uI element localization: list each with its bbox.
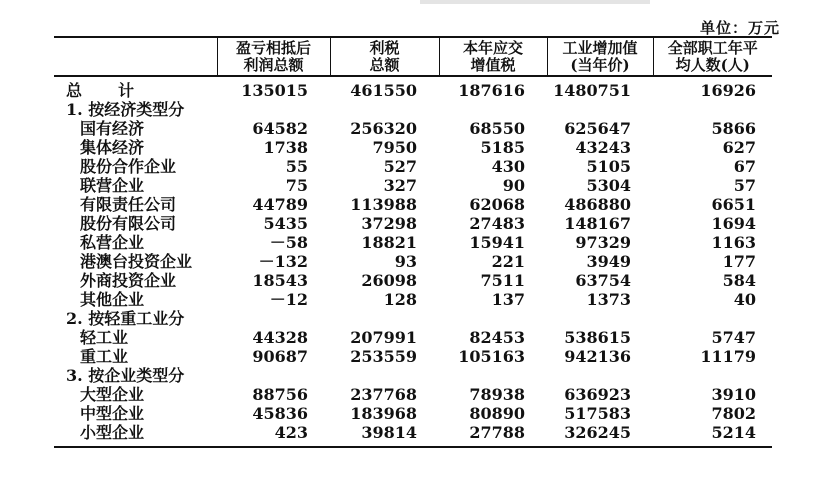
row-label: 轻工业 — [80, 328, 129, 347]
cell-value: 80890 — [469, 404, 525, 423]
statistics-table — [54, 36, 772, 442]
table-row — [54, 176, 772, 195]
cell-value: 40 — [733, 290, 756, 309]
table-row — [54, 404, 772, 423]
cell-value: 18543 — [252, 271, 308, 290]
cell-value: －12 — [269, 290, 308, 309]
header-profit-tax-total: 利税 总额 — [330, 37, 439, 76]
cell-value: 63754 — [575, 271, 631, 290]
statistics-table-sheet — [54, 36, 772, 448]
cell-value: 221 — [491, 252, 525, 271]
cell-value: 67 — [733, 157, 756, 176]
table-row — [54, 271, 772, 290]
cell-value: 430 — [491, 157, 525, 176]
table-row — [54, 214, 772, 233]
row-label: 总 计 — [66, 81, 145, 100]
cell-value: 26098 — [361, 271, 417, 290]
table-row — [54, 290, 772, 309]
row-label: 私营企业 — [80, 233, 145, 252]
row-label: 国有经济 — [80, 119, 145, 138]
table-row — [54, 233, 772, 252]
cell-value: 105163 — [458, 347, 525, 366]
table-row — [54, 328, 772, 347]
row-label: 外商投资企业 — [80, 271, 177, 290]
cell-value: 1694 — [711, 214, 756, 233]
cell-value: 113988 — [350, 195, 417, 214]
cell-value: 5866 — [711, 119, 756, 138]
row-label: 港澳台投资企业 — [80, 252, 193, 271]
cell-value: 207991 — [350, 328, 417, 347]
cell-value: 39814 — [361, 423, 417, 442]
cell-value: 625647 — [564, 119, 631, 138]
cell-value: 93 — [394, 252, 417, 271]
cell-value: 256320 — [350, 119, 417, 138]
cell-value: 64582 — [252, 119, 308, 138]
table-row-section — [54, 309, 772, 328]
cell-value: 1163 — [711, 233, 756, 252]
cell-value: 177 — [722, 252, 756, 271]
row-label: 中型企业 — [80, 404, 145, 423]
cell-value: 90 — [502, 176, 525, 195]
section-label: 2. 按轻重工业分 — [66, 309, 185, 328]
unit-label: 单位：万元 — [700, 19, 781, 37]
table-row-total — [54, 76, 772, 100]
cell-value: 82453 — [469, 328, 525, 347]
cell-value: 461550 — [350, 81, 417, 100]
cell-value: 43243 — [575, 138, 631, 157]
cell-value: 5185 — [480, 138, 525, 157]
cell-value: 5747 — [711, 328, 756, 347]
cell-value: 148167 — [564, 214, 631, 233]
cell-value: 1738 — [263, 138, 308, 157]
cell-value: 78938 — [469, 385, 525, 404]
cell-value: 326245 — [564, 423, 631, 442]
cell-value: 75 — [285, 176, 308, 195]
cell-value: 7511 — [480, 271, 525, 290]
cell-value: 5105 — [586, 157, 631, 176]
cell-value: 584 — [722, 271, 756, 290]
cell-value: 62068 — [469, 195, 525, 214]
cell-value: 3949 — [586, 252, 631, 271]
cell-value: 5435 — [263, 214, 308, 233]
cell-value: 37298 — [361, 214, 417, 233]
cell-value: 423 — [274, 423, 308, 442]
row-label: 股份有限公司 — [80, 214, 177, 233]
row-label: 有限责任公司 — [80, 195, 177, 214]
cell-value: 517583 — [564, 404, 631, 423]
section-label: 3. 按企业类型分 — [66, 366, 185, 385]
cell-value: 68550 — [469, 119, 525, 138]
cell-value: 5214 — [711, 423, 756, 442]
cell-value: 90687 — [252, 347, 308, 366]
cell-value: 27483 — [469, 214, 525, 233]
cell-value: 135015 — [241, 81, 308, 100]
cell-value: 15941 — [469, 233, 525, 252]
header-stub — [54, 37, 217, 76]
cell-value: 527 — [383, 157, 417, 176]
table-row — [54, 385, 772, 404]
header-avg-employees: 全部职工年平 均人数(人) — [653, 37, 772, 76]
cell-value: －132 — [258, 252, 308, 271]
cell-value: 128 — [383, 290, 417, 309]
row-label: 小型企业 — [80, 423, 145, 442]
row-label: 大型企业 — [80, 385, 145, 404]
cell-value: 538615 — [564, 328, 631, 347]
cell-value: 1373 — [586, 290, 631, 309]
cell-value: －58 — [269, 233, 308, 252]
cell-value: 44328 — [252, 328, 308, 347]
row-label: 其他企业 — [80, 290, 145, 309]
cell-value: 327 — [383, 176, 417, 195]
row-label: 重工业 — [80, 347, 129, 366]
cell-value: 7950 — [372, 138, 417, 157]
table-row-section — [54, 100, 772, 119]
row-label: 联营企业 — [80, 176, 145, 195]
table-bottom-rule — [54, 446, 772, 448]
row-label: 集体经济 — [80, 138, 145, 157]
section-label: 1. 按经济类型分 — [66, 100, 185, 119]
cell-value: 88756 — [252, 385, 308, 404]
cell-value: 55 — [285, 157, 308, 176]
cell-value: 137 — [491, 290, 525, 309]
cell-value: 253559 — [350, 347, 417, 366]
cell-value: 57 — [733, 176, 756, 195]
top-edge-mark — [420, 0, 650, 4]
row-label: 股份合作企业 — [80, 157, 177, 176]
table-header-row — [54, 37, 772, 76]
cell-value: 6651 — [711, 195, 756, 214]
table-row — [54, 157, 772, 176]
table-row — [54, 119, 772, 138]
table-row — [54, 347, 772, 366]
table-row — [54, 252, 772, 271]
cell-value: 5304 — [586, 176, 631, 195]
cell-value: 486880 — [564, 195, 631, 214]
cell-value: 1480751 — [553, 81, 631, 100]
header-industrial-value-added: 工业增加值 (当年价) — [547, 37, 653, 76]
cell-value: 44789 — [252, 195, 308, 214]
cell-value: 27788 — [469, 423, 525, 442]
table-row-section — [54, 366, 772, 385]
table-row — [54, 138, 772, 157]
cell-value: 627 — [722, 138, 756, 157]
cell-value: 18821 — [361, 233, 417, 252]
cell-value: 11179 — [700, 347, 756, 366]
cell-value: 3910 — [711, 385, 756, 404]
header-vat-payable: 本年应交 增值税 — [439, 37, 547, 76]
table-row — [54, 195, 772, 214]
cell-value: 237768 — [350, 385, 417, 404]
cell-value: 16926 — [700, 81, 756, 100]
table-row — [54, 423, 772, 442]
cell-value: 942136 — [564, 347, 631, 366]
header-profit-total: 盈亏相抵后 利润总额 — [217, 37, 330, 76]
cell-value: 183968 — [350, 404, 417, 423]
cell-value: 187616 — [458, 81, 525, 100]
cell-value: 636923 — [564, 385, 631, 404]
cell-value: 7802 — [711, 404, 756, 423]
cell-value: 45836 — [252, 404, 308, 423]
cell-value: 97329 — [575, 233, 631, 252]
